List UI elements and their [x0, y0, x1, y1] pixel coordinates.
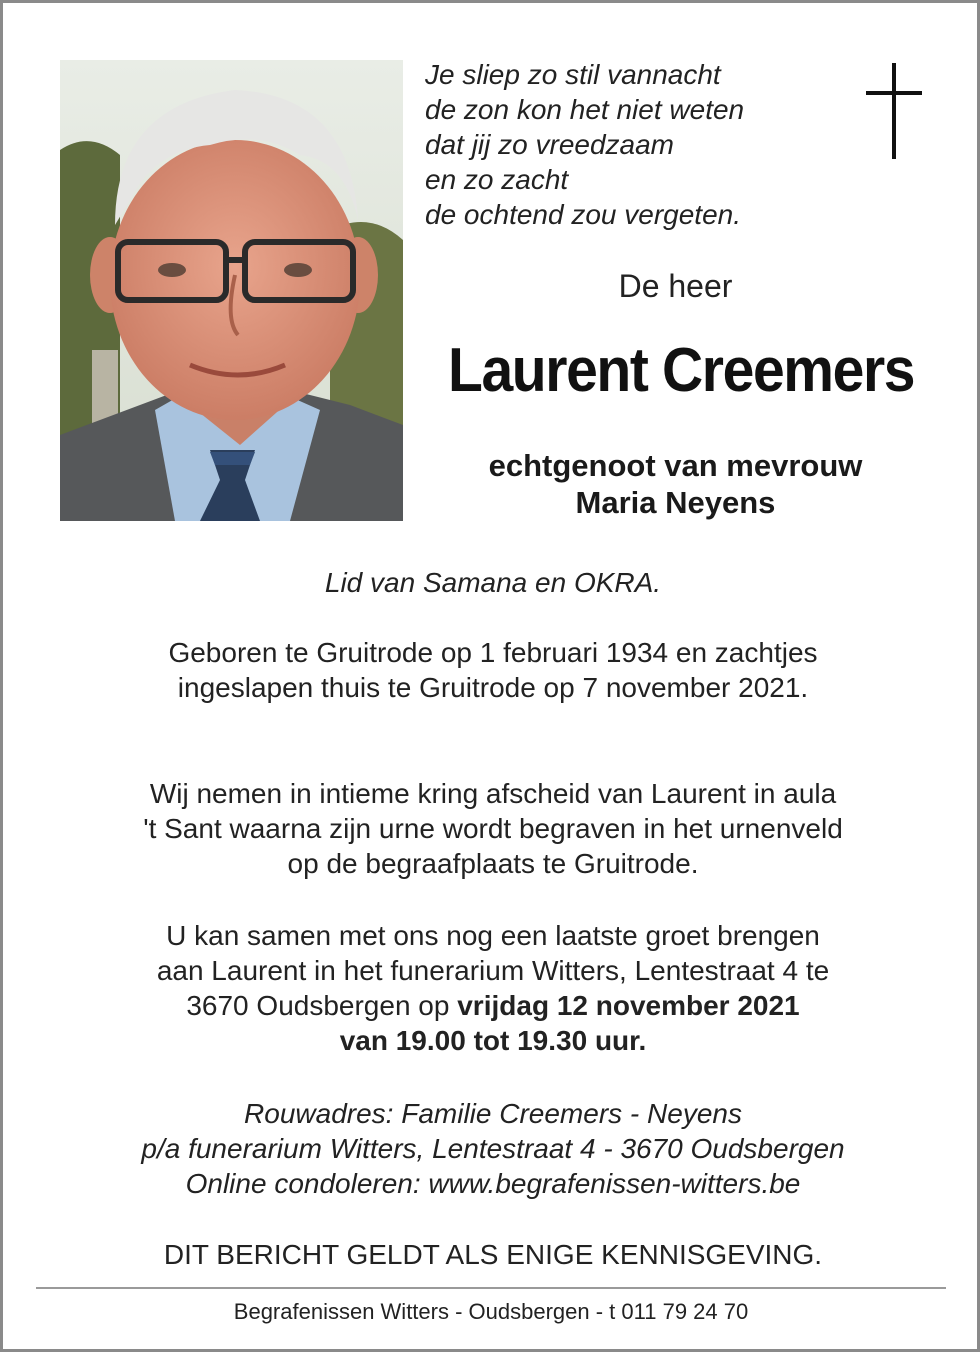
birth-death-text — [43, 635, 943, 705]
spouse-name: Maria Neyens — [575, 485, 776, 520]
death-line: ingeslapen thuis te Gruitrode op 7 november 2021. — [177, 672, 809, 703]
address-line: Rouwadres: Familie Creemers - Neyens — [244, 1098, 742, 1129]
portrait-photo-image — [60, 60, 403, 521]
visitation-text — [43, 918, 943, 1058]
poem-line: de zon kon het niet weten — [425, 94, 745, 125]
visit-line: U kan samen met ons nog een laatste groet brengen — [166, 920, 820, 951]
poem-line: Je sliep zo stil vannacht — [425, 59, 721, 90]
poem-line: dat jij zo vreedzaam — [425, 129, 675, 160]
condolence-link: Online condoleren: www.begrafenissen-witters.be — [185, 1168, 801, 1199]
divider — [36, 1287, 946, 1289]
poem-line: en zo zacht — [425, 164, 569, 195]
farewell-line: Wij nemen in intieme kring afscheid van Laurent in aula — [149, 778, 837, 809]
membership-text: Lid van Samana en OKRA. — [324, 567, 662, 598]
deceased-name: Laurent Creemers — [448, 336, 915, 405]
portrait-photo — [60, 60, 403, 521]
funeral-home-footer: Begrafenissen Witters - Oudsbergen - t 011 79 24 70 — [233, 1299, 749, 1324]
salutation: De heer — [618, 268, 733, 304]
farewell-text — [43, 776, 943, 881]
spouse-info — [433, 447, 918, 521]
visit-date: vrijdag 12 november 2021 — [457, 990, 800, 1021]
cross-icon — [866, 63, 922, 163]
poem-line: de ochtend zou vergeten. — [425, 199, 742, 230]
visit-time: van 19.00 tot 19.30 uur. — [339, 1025, 647, 1056]
memorial-poem — [425, 57, 845, 232]
farewell-line: 't Sant waarna zijn urne wordt begraven in het urnenveld — [143, 813, 843, 844]
address-line: p/a funerarium Witters, Lentestraat 4 - 3670 Oudsbergen — [141, 1133, 845, 1164]
notice-text: DIT BERICHT GELDT ALS ENIGE KENNISGEVING. — [163, 1239, 823, 1270]
birth-line: Geboren te Gruitrode op 1 februari 1934 en zachtjes — [168, 637, 818, 668]
farewell-line: op de begraafplaats te Gruitrode. — [287, 848, 699, 879]
mourning-address — [43, 1096, 943, 1201]
visit-line — [43, 988, 943, 1023]
visit-location: 3670 Oudsbergen op — [186, 990, 458, 1021]
visit-line: aan Laurent in het funerarium Witters, Lentestraat 4 te — [156, 955, 830, 986]
spouse-line: echtgenoot van mevrouw — [488, 448, 863, 483]
